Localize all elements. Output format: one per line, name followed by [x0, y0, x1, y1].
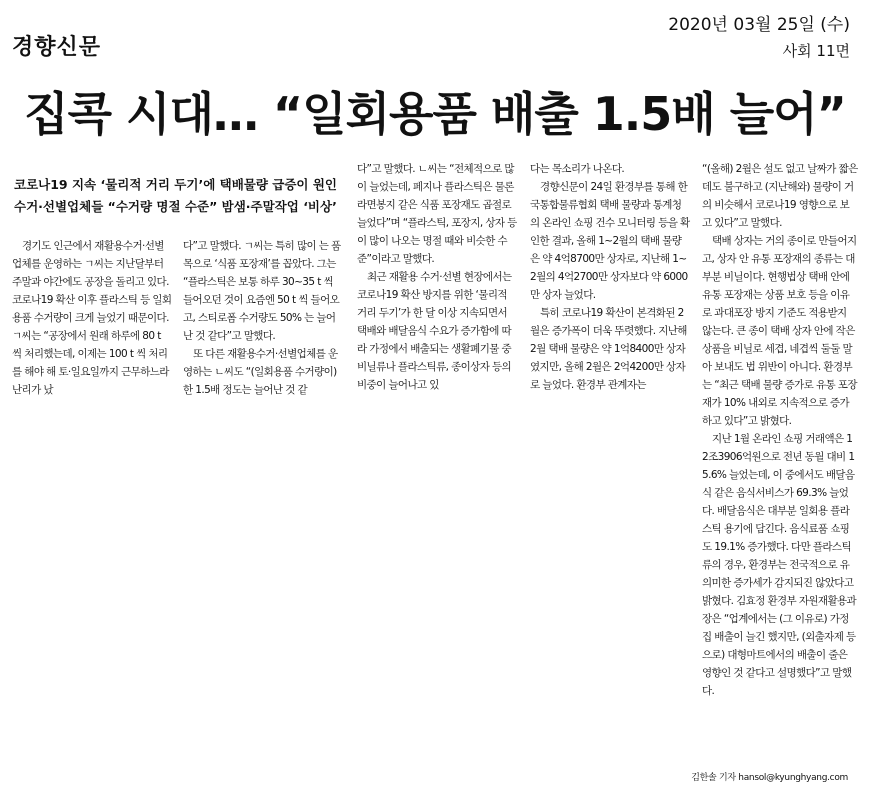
- subhead-line-1: 코로나19 지속 ‘물리적 거리 두기’에 택배물량 급증이 원인: [14, 177, 338, 192]
- masthead: 경향신문: [12, 34, 102, 60]
- paragraph: “(올해) 2월은 설도 없고 날짜가 짧은데도 불구하고 (지난해와) 물량이 거의 비슷해서 코로나19 영향으로 보고 있다”고 말했다.: [702, 163, 858, 229]
- paragraph: 경향신문이 24일 환경부를 통해 한국통합물류협회 택배 물량과 통계청의 온라인 쇼핑 건수 모니터링 등을 확인한 결과, 올해 1~2월의 택배 물량은 약 4억8700만 상자로, 지난해 1~2월의 4억2700만 상자보다 약 6000만 상자 늘었다.: [530, 181, 690, 301]
- article-column-4: [530, 160, 690, 394]
- paragraph: 최근 재활용 수거·선별 현장에서는 코로나19 확산 방지를 위한 ‘물리적 거리 두기’가 한 달 이상 지속되면서 택배와 배달음식 수요가 증가함에 따라 가정에서 배출되는 생활폐기물 중 비닐류나 플라스틱류, 종이상자 등의 비중이 늘어나고 있: [357, 271, 512, 391]
- article-column-1: [12, 237, 172, 399]
- paragraph: 다”고 말했다. ㄴ씨는 “전체적으로 많이 늘었는데, 페지나 플라스틱은 물론 라면봉지 같은 식품 포장재도 곱절로 늘었다”며 “플라스틱, 포장지, 상자 등이 많이 나오는 명절 때와 비슷한 수준”이라고 말했다.: [357, 163, 517, 265]
- subheadline: [14, 174, 354, 218]
- publication-date: 2020년 03월 25일 (수): [668, 15, 850, 35]
- article-column-5: [702, 160, 858, 700]
- paragraph: 경기도 인근에서 재활용수거·선별업체를 운영하는 ㄱ씨는 지난달부터 주말과 야간에도 공장을 돌리고 있다. 코로나19 확산 이후 플라스틱 등 일회용품 수거량이 크게 늘었기 때문이다. ㄱ씨는 “공장에서 원래 하루에 80 t 씩 처리했는데, 이제는 100 t 씩 처리를 해야 해 토·일요일까지 근무하느라 난리가 났: [12, 240, 172, 396]
- paragraph: 택배 상자는 거의 종이로 만들어지고, 상자 안 유통 포장재의 종류는 대부분 비닐이다. 현행법상 택배 안에 유통 포장재는 상품 보호 등을 이유로 과대포장 방지 기준도 적용받지 않는다. 큰 종이 택배 상자 안에 작은 상품을 비닐로 세겹, 네겹씩 둘둘 말아 보내도 법 위반이 아니다. 환경부는 “최근 택배 물량 증가로 유통 포장재가 10% 내외로 지속적으로 증가하고 있다”고 밝혔다.: [702, 235, 857, 427]
- byline: 김한솔 기자 hansol@kyunghyang.com: [691, 773, 848, 783]
- paragraph: 지난 1월 온라인 쇼핑 거래액은 12조3906억원으로 전년 동월 대비 15.6% 늘었는데, 이 중에서도 배달음식 같은 음식서비스가 69.3% 늘었다. 배달음식은 대부분 일회용 플라스틱 용기에 담긴다. 음식료품 쇼핑도 19.1% 증가했다. 다만 플라스틱류의 경우, 환경부는 전국적으로 유의미한 증가세가 감지되진 않았다고 밝혔다. 김효정 환경부 자원재활용과장은 “업계에서는 (그 이유로) 가정집 배출이 늘긴 했지만, (외출자제 등으로) 대형마트에서의 배출이 줄은 영향인 것 같다고 설명했다”고 말했다.: [702, 433, 857, 697]
- headline: 집콕 시대… “일회용품 배출 1.5배 늘어”: [24, 87, 846, 141]
- section-page: 사회 11면: [782, 42, 850, 60]
- article-column-3: [357, 160, 517, 394]
- paragraph: 다”고 말했다. ㄱ씨는 특히 많이 는 품목으로 ‘식품 포장재’를 꼽았다. 그는 “플라스틱은 보통 하루 30~35 t 씩 들어오던 것이 요즘엔 50 t 씩 들어오고, 스티로폼 수거량도 50% 는 늘어난 것 같다”고 말했다.: [183, 240, 341, 342]
- paragraph: 또 다른 재활용수거·선별업체를 운영하는 ㄴ씨도 “(일회용품 수거량이) 한 1.5배 정도는 늘어난 것 같: [183, 348, 338, 396]
- article-column-2: [183, 237, 343, 399]
- subhead-line-2: 수거·선별업체들 “수거량 명절 수준” 밤샘·주말작업 ‘비상’: [14, 199, 337, 214]
- paragraph: 특히 코로나19 확산이 본격화된 2월은 증가폭이 더욱 뚜렷했다. 지난해 2월 택배 물량은 약 1억8400만 상자였지만, 올해 2월은 2억4200만 상자로 늘었다. 환경부 관계자는: [530, 307, 687, 391]
- paragraph: 다는 목소리가 나온다.: [530, 163, 625, 175]
